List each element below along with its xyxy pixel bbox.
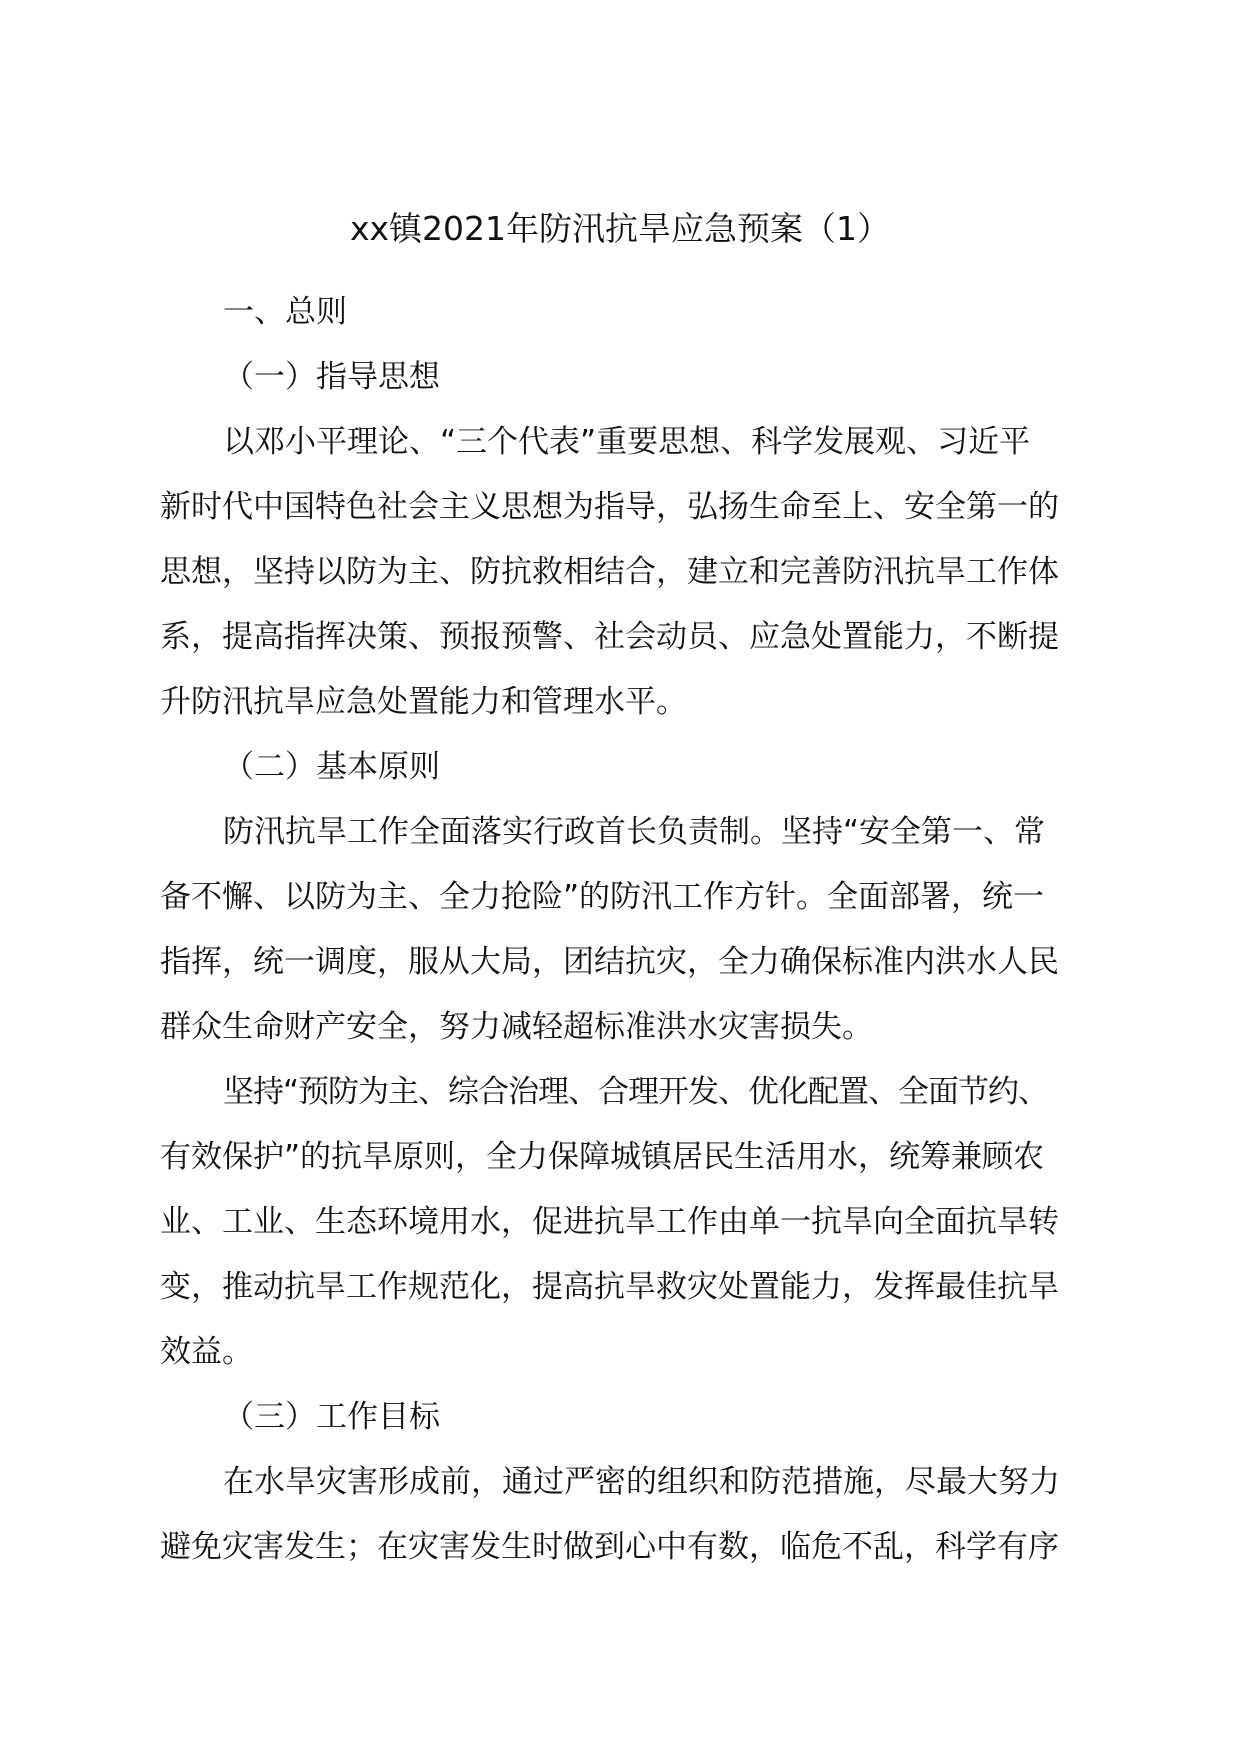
subsection-heading: （二）基本原则 bbox=[223, 749, 440, 785]
subsection-heading: （三）工作目标 bbox=[223, 1399, 440, 1435]
paragraph-line: 在水旱灾害形成前，通过严密的组织和防范措施，尽最大努力 bbox=[223, 1464, 1060, 1500]
paragraph-line: 指挥，统一调度，服从大局，团结抗灾，全力确保标准内洪水人民 bbox=[160, 944, 1059, 980]
paragraph-line: 效益。 bbox=[160, 1334, 253, 1370]
paragraph-line: 有效保护”的抗旱原则，全力保障城镇居民生活用水，统筹兼顾农 bbox=[160, 1139, 1045, 1175]
paragraph-line: 备不懈、以防为主、全力抢险”的防汛工作方针。全面部署，统一 bbox=[160, 879, 1045, 915]
paragraph-line: 群众生命财产安全，努力减轻超标准洪水灾害损失。 bbox=[160, 1009, 873, 1045]
paragraph-line: 防汛抗旱工作全面落实行政首长负责制。坚持“安全第一、常 bbox=[223, 814, 1046, 850]
paragraph-line: 系，提高指挥决策、预报预警、社会动员、应急处置能力，不断提 bbox=[160, 619, 1059, 655]
paragraph-line: 变，推动抗旱工作规范化，提高抗旱救灾处置能力，发挥最佳抗旱 bbox=[160, 1269, 1059, 1305]
paragraph-line: 业、工业、生态环境用水，促进抗旱工作由单一抗旱向全面抗旱转 bbox=[160, 1204, 1059, 1240]
subsection-heading: （一）指导思想 bbox=[223, 359, 440, 395]
paragraph-line: 避免灾害发生；在灾害发生时做到心中有数，临危不乱，科学有序 bbox=[160, 1529, 1059, 1565]
paragraph-line: 以邓小平理论、“三个代表”重要思想、科学发展观、习近平 bbox=[223, 424, 1031, 460]
document-body bbox=[160, 280, 1080, 1580]
section-heading: 一、总则 bbox=[223, 294, 347, 330]
paragraph-line: 升防汛抗旱应急处置能力和管理水平。 bbox=[160, 684, 687, 720]
document-title: xx镇2021年防汛抗旱应急预案（1） bbox=[349, 209, 891, 248]
paragraph-line: 思想，坚持以防为主、防抗救相结合，建立和完善防汛抗旱工作体 bbox=[160, 554, 1059, 590]
paragraph-line: 新时代中国特色社会主义思想为指导，弘扬生命至上、安全第一的 bbox=[160, 489, 1059, 525]
paragraph-line: 坚持“预防为主、综合治理、合理开发、优化配置、全面节约、 bbox=[223, 1074, 1049, 1110]
